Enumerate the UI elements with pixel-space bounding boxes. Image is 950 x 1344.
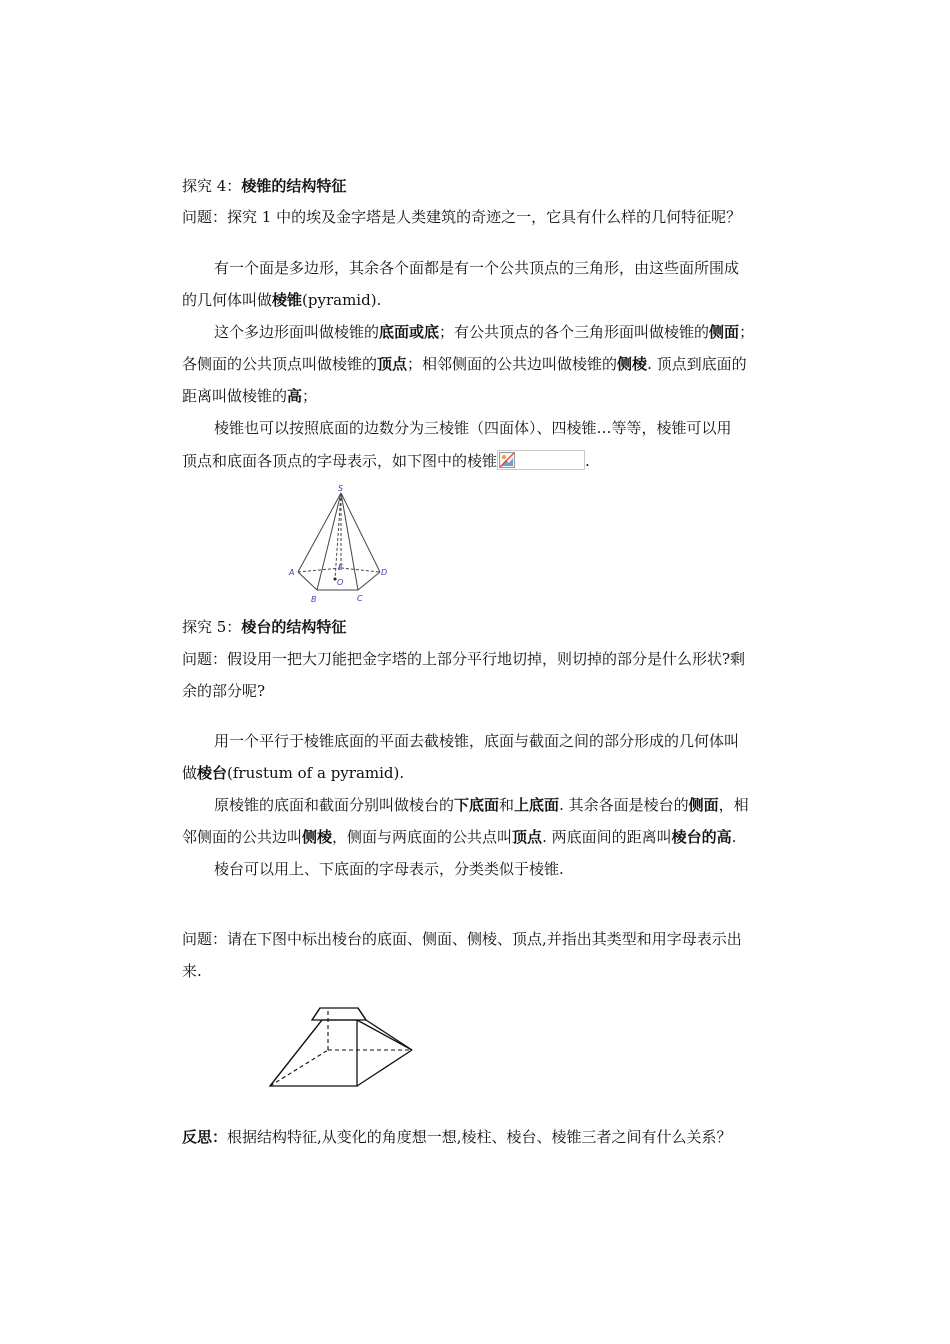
term-pyramid: 棱锥 [272, 291, 303, 309]
question-2-line-2: 余的部分呢? [182, 682, 266, 700]
frustum-parts-line-2: 邻侧面的公共边叫侧棱，侧面与两底面的公共点叫顶点. 两底面间的距离叫棱台的高. [182, 828, 737, 846]
question-2-line-1: 问题：假设用一把大刀能把金字塔的上部分平行地切掉，则切掉的部分是什么形状?剩 [182, 650, 746, 668]
term-lower-base: 下底面 [454, 796, 500, 814]
term-apex: 顶点 [377, 355, 408, 373]
pyramid-parts-line-2: 各侧面的公共顶点叫做棱锥的顶点；相邻侧面的公共边叫做棱锥的侧棱. 顶点到底面的 [182, 355, 747, 373]
pyramid-figure [280, 478, 400, 608]
section-4-number: 探究 4： [182, 177, 242, 195]
label-A: A [289, 568, 295, 577]
term-frustum-lateral-edge: 侧棱 [302, 828, 333, 846]
frustum-definition-line-2: 做棱台(frustum of a pyramid). [182, 764, 405, 782]
section-5-heading [182, 617, 346, 637]
term-frustum-lateral-face: 侧面 [688, 796, 719, 814]
broken-image-icon [499, 452, 515, 468]
pyramid-definition-line-2: 的几何体叫做棱锥(pyramid). [182, 291, 382, 309]
term-frustum-vertex: 顶点 [512, 828, 543, 846]
term-lateral-face: 侧面 [709, 323, 740, 341]
question-3-line-2: 来. [182, 962, 202, 980]
label-C: C [357, 594, 363, 603]
label-E: E [338, 563, 344, 572]
term-base: 底面或底 [379, 323, 440, 341]
frustum-definition-line-1: 用一个平行于棱锥底面的平面去截棱锥，底面与截面之间的部分形成的几何体叫 [214, 732, 740, 750]
label-O: O [337, 578, 344, 587]
frustum-figure [262, 998, 422, 1093]
pyramid-notation-line-2: 顶点和底面各顶点的字母表示，如下图中的棱锥 . [182, 452, 590, 470]
section-5-title: 棱台的结构特征 [241, 618, 347, 636]
question-3-line-1: 问题：请在下图中标出棱台的底面、侧面、侧棱、顶点,并指出其类型和用字母表示出 [182, 930, 742, 948]
section-4-heading [182, 176, 346, 196]
term-upper-base: 上底面 [514, 796, 560, 814]
section-4-title: 棱锥的结构特征 [241, 177, 347, 195]
reflection-label: 反思： [182, 1128, 228, 1146]
reflection [182, 1127, 732, 1147]
term-height: 高 [287, 387, 303, 405]
label-S: S [338, 484, 344, 493]
frustum-parts-line-1: 原棱锥的底面和截面分别叫做棱台的下底面和上底面. 其余各面是棱台的侧面，相 [214, 796, 749, 814]
frustum-notation: 棱台可以用上、下底面的字母表示，分类类似于棱锥. [214, 860, 564, 878]
section-5-number: 探究 5： [182, 618, 242, 636]
term-lateral-edge: 侧棱 [617, 355, 648, 373]
question-1: 问题：探究 1 中的埃及金字塔是人类建筑的奇迹之一，它具有什么样的几何特征呢？ [182, 208, 742, 226]
broken-image-placeholder [497, 450, 585, 470]
label-B: B [311, 595, 317, 604]
term-frustum: 棱台 [197, 764, 228, 782]
pyramid-notation-line-1: 棱锥也可以按照底面的边数分为三棱锥（四面体）、四棱锥…等等，棱锥可以用 [214, 419, 732, 437]
label-D: D [381, 568, 388, 577]
pyramid-definition-line-1: 有一个面是多边形，其余各个面都是有一个公共顶点的三角形，由这些面所围成 [214, 259, 740, 277]
pyramid-parts-line-3: 距离叫做棱锥的高； [182, 387, 318, 405]
reflection-text: 根据结构特征,从变化的角度想一想,棱柱、棱台、棱锥三者之间有什么关系？ [227, 1128, 732, 1146]
term-frustum-height: 棱台的高 [671, 828, 732, 846]
pyramid-parts-line-1: 这个多边形面叫做棱锥的底面或底；有公共顶点的各个三角形面叫做棱锥的侧面； [214, 323, 755, 341]
